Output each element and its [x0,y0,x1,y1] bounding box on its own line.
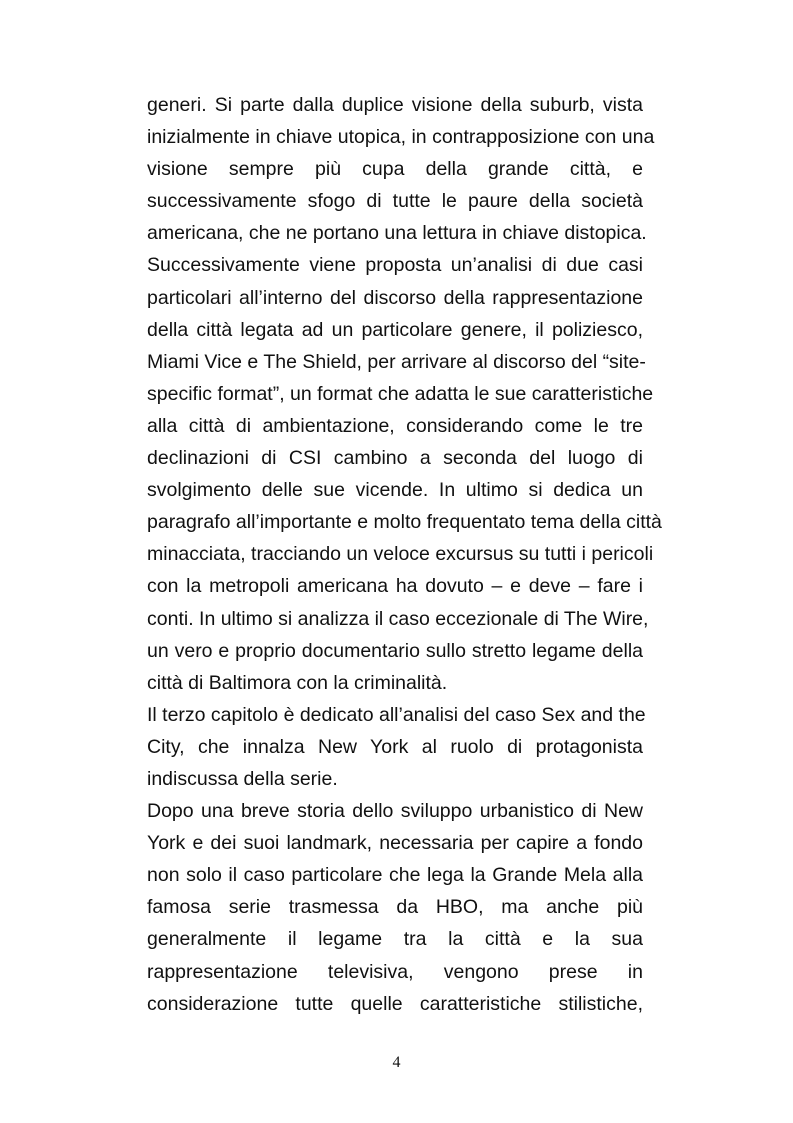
text-line: generi. Si parte dalla duplice visione della suburb, vista [147,94,643,116]
text-line: città di Baltimora con la criminalità. [147,671,448,694]
text-line: visione sempre più cupa della grande città, e [147,158,643,181]
text-line: particolari all’interno del discorso della rappresentazione [147,286,643,309]
text-line: conti. In ultimo si analizza il caso eccezionale di The Wire, [147,607,649,630]
text-line: svolgimento delle sue vicende. In ultimo si dedica un [147,479,643,502]
page-number: 4 [392,1054,401,1071]
text-line: indiscussa della serie. [147,767,338,790]
text-line: York e dei suoi landmark, necessaria per capire a fondo [147,832,643,855]
text-line: un vero e proprio documentario sullo stretto legame della [147,639,643,662]
text-line: specific format”, un format che adatta le sue caratteristiche [147,382,654,405]
text-line: inizialmente in chiave utopica, in contrapposizione con una [147,126,655,149]
text-line: successivamente sfogo di tutte le paure della società [147,190,643,213]
text-line: della città legata ad un particolare genere, il poliziesco, [147,318,643,341]
text-line: americana, che ne portano una lettura in chiave distopica. [147,222,647,245]
text-line: generalmente il legame tra la città e la sua [147,928,643,951]
text-line: Il terzo capitolo è dedicato all’analisi del caso Sex and the [147,703,646,726]
text-line: rappresentazione televisiva, vengono prese in [147,960,643,983]
text-line: City, che innalza New York al ruolo di protagonista [147,735,643,758]
text-line: Miami Vice e The Shield, per arrivare al discorso del “site- [147,350,646,373]
text-line: non solo il caso particolare che lega la Grande Mela alla [147,864,643,887]
text-line: minacciata, tracciando un veloce excursus su tutti i pericoli [147,543,654,566]
text-line: Dopo una breve storia dello sviluppo urbanistico di New [147,800,643,823]
text-line: con la metropoli americana ha dovuto – e deve – fare i [147,575,643,598]
text-line: alla città di ambientazione, considerando come le tre [147,414,643,437]
text-line: Successivamente viene proposta un’analisi di due casi [147,254,643,277]
text-line: famosa serie trasmessa da HBO, ma anche più [147,896,643,919]
text-line: declinazioni di CSI cambino a seconda del luogo di [147,447,643,470]
body-text [147,89,662,1020]
text-line: considerazione tutte quelle caratteristiche stilistiche, [147,992,643,1015]
text-line: paragrafo all’importante e molto frequentato tema della città [147,511,662,534]
